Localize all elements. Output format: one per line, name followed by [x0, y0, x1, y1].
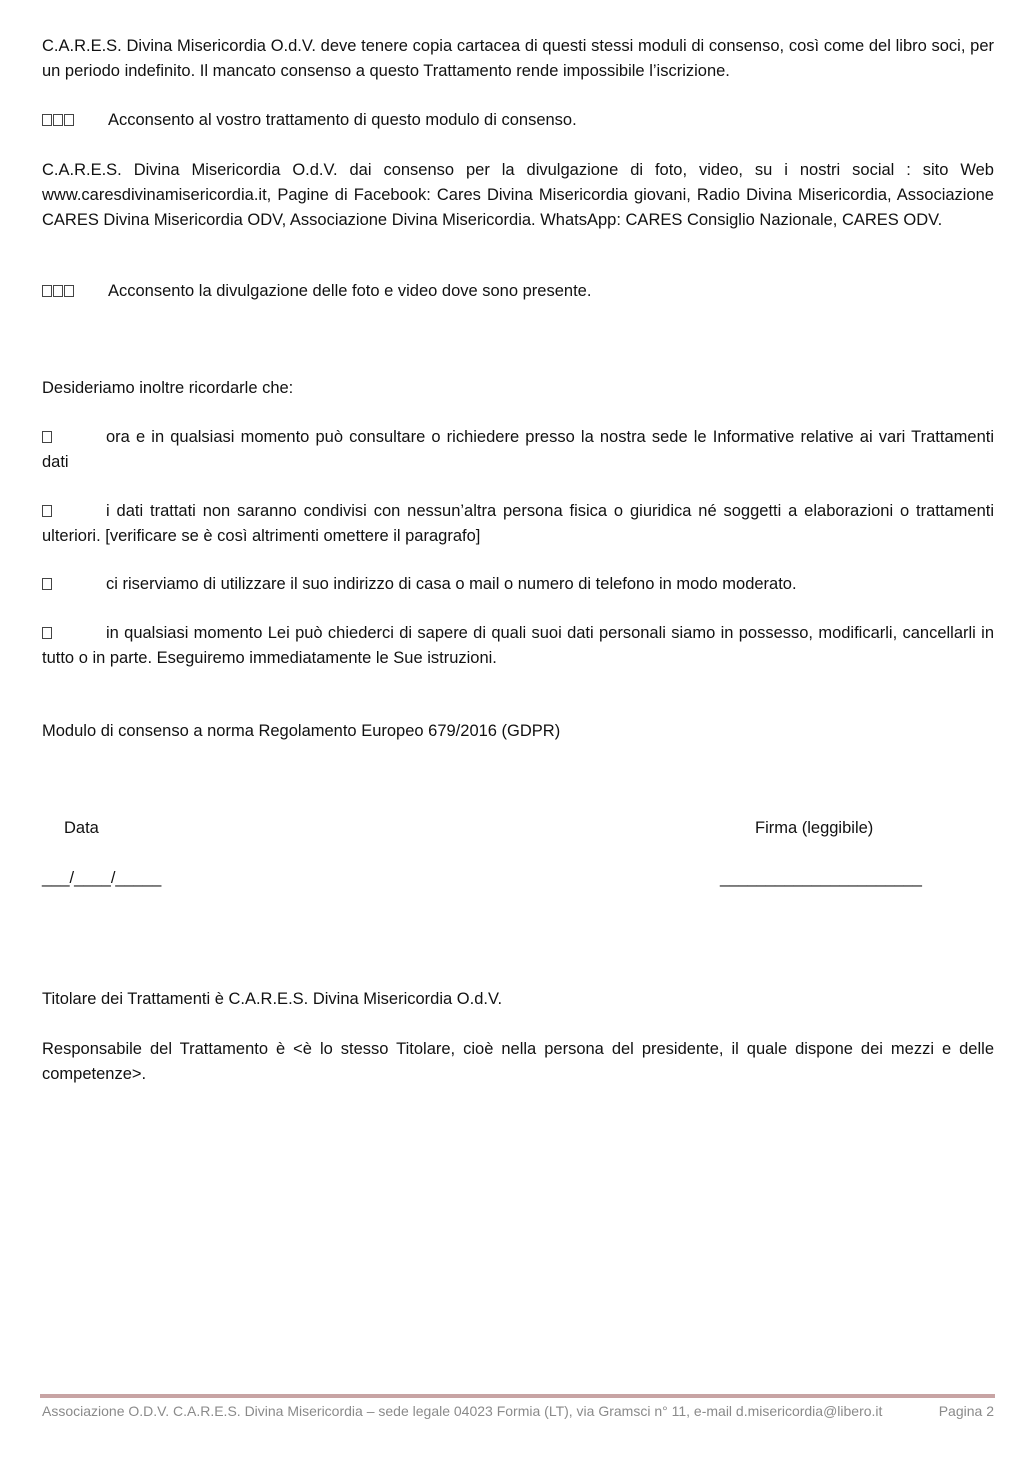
page-footer [42, 1403, 994, 1419]
consent-line-media [42, 279, 994, 304]
list-item [42, 621, 994, 671]
list-item-text: in qualsiasi momento Lei può chiederci di sapere di quali suoi dati personali siamo in possesso, modificarli, cancellarli in tutto o in parte. Eseguiremo immediatamente le Sue istruzioni. [42, 624, 994, 667]
bullet-icon [42, 572, 106, 597]
bullet-icon [42, 425, 106, 450]
date-label: Data [64, 819, 99, 837]
checkbox-icon[interactable] [42, 108, 108, 133]
consent-treatment-text: Acconsento al vostro trattamento di questo modulo di consenso. [108, 111, 577, 129]
titolare-statement: Titolare dei Trattamenti è C.A.R.E.S. Divina Misericordia O.d.V. [42, 990, 503, 1008]
list-item-text: i dati trattati non saranno condivisi con nessun’altra persona fisica o giuridica né soggetti a elaborazioni o trattamenti ulteriori. [verificare se è così altrimenti omettere il paragrafo] [42, 502, 994, 545]
list-item [42, 425, 994, 475]
date-field[interactable]: ___/____/_____ [42, 869, 162, 887]
signature-label: Firma (leggibile) [755, 819, 874, 837]
signature-labels [42, 816, 994, 841]
module-title: Modulo di consenso a norma Regolamento Europeo 679/2016 (GDPR) [42, 722, 561, 740]
bullet-icon [42, 621, 106, 646]
list-item-text: ora e in qualsiasi momento può consultare o richiedere presso la nostra sede le Informative relative ai vari Trattamenti dati [42, 428, 994, 471]
list-item-text: ci riserviamo di utilizzare il suo indirizzo di casa o mail o numero di telefono in modo moderato. [106, 575, 797, 593]
consent-line-treatment [42, 108, 994, 133]
signature-lines [42, 866, 994, 891]
list-item [42, 499, 994, 549]
signature-field[interactable]: ______________________ [720, 869, 922, 887]
list-item [42, 572, 994, 597]
page-number: Pagina 2 [938, 1403, 994, 1419]
paragraph-social-consent: C.A.R.E.S. Divina Misericordia O.d.V. dai consenso per la divulgazione di foto, video, su i nostri social : sito Web www.caresdivinamisericordia.it, Pagine di Facebook: Cares Divina Misericordia giovani, Radio Divina Misericordia, Associazione CARES Divina Misericordia ODV, Associazione Divina Misericordia. WhatsApp: CARES Consiglio Nazionale, CARES ODV. [42, 161, 994, 229]
footer-divider [40, 1394, 995, 1398]
checkbox-icon[interactable] [42, 279, 108, 304]
footer-address: Associazione O.D.V. C.A.R.E.S. Divina Misericordia – sede legale 04023 Formia (LT), via Gramsci n° 11, e-mail d.misericordia@libero.it [42, 1403, 883, 1419]
paragraph-retention: C.A.R.E.S. Divina Misericordia O.d.V. deve tenere copia cartacea di questi stessi moduli di consenso, così come del libro soci, per un periodo indefinito. Il mancato consenso a questo Trattamento rende impossibile l’iscrizione. [42, 37, 994, 80]
consent-media-text: Acconsento la divulgazione delle foto e video dove sono presente. [108, 282, 592, 300]
bullet-icon [42, 499, 106, 524]
reminder-intro: Desideriamo inoltre ricordarle che: [42, 379, 294, 397]
responsabile-statement: Responsabile del Trattamento è <è lo stesso Titolare, cioè nella persona del presidente, il quale dispone dei mezzi e delle competenze>. [42, 1040, 994, 1083]
